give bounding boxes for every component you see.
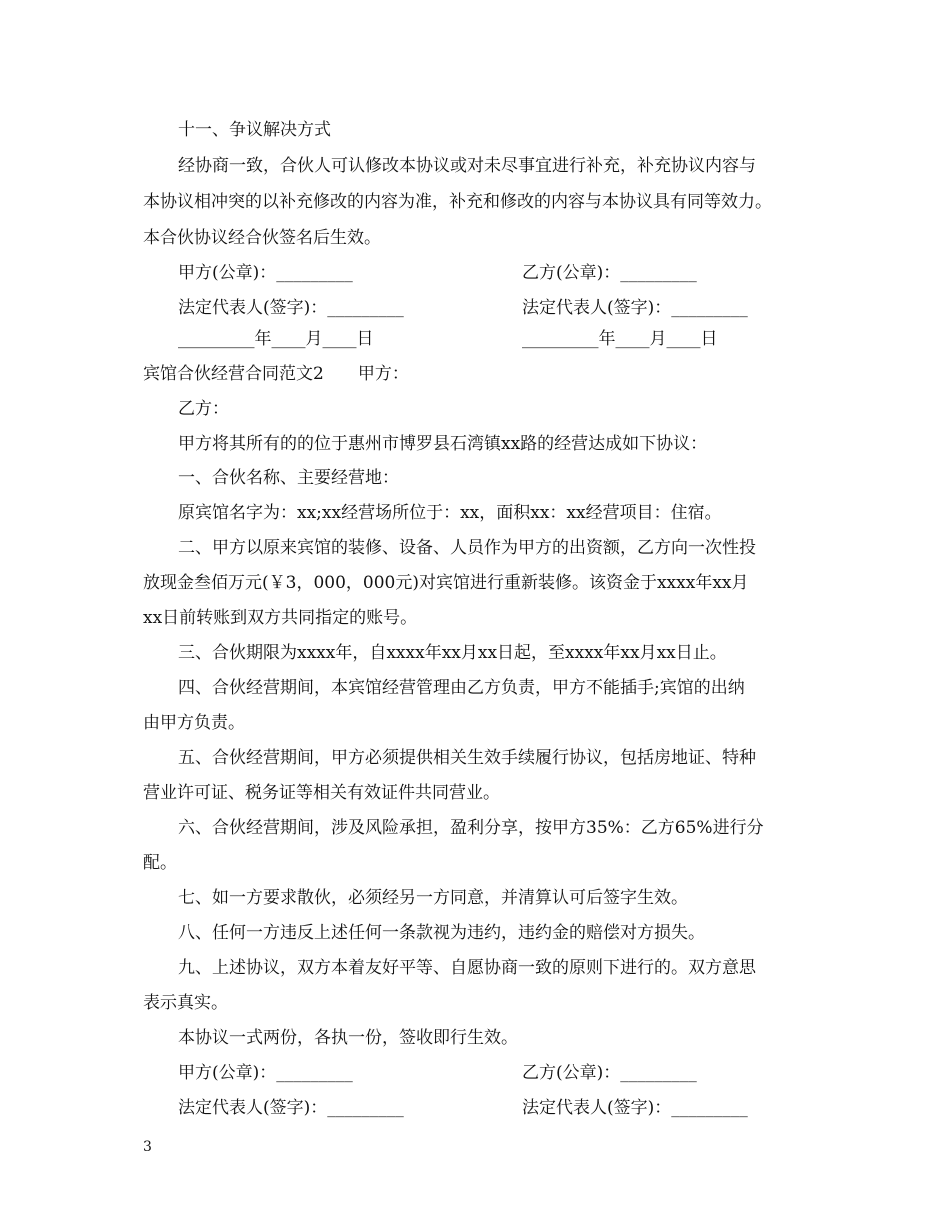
clause-6-line: 六、合伙经营期间，涉及风险承担，盈利分享，按甲方35%：乙方65%进行分 bbox=[178, 818, 764, 838]
party-b-date-field: _________年____月____日 bbox=[522, 329, 718, 349]
page-number: 3 bbox=[143, 1139, 152, 1155]
clause-2-line: xx日前转账到双方共同指定的账号。 bbox=[143, 608, 418, 628]
party-a-seal-field: 甲方(公章)：_________ bbox=[178, 263, 353, 283]
clause-6-line: 配。 bbox=[143, 853, 177, 873]
party-a-representative-field: 法定代表人(签字)：_________ bbox=[178, 1098, 404, 1118]
clause-3-line: 三、合伙期限为xxxx年，自xxxx年xx月xx日起，至xxxx年xx月xx日止。 bbox=[178, 643, 727, 663]
paragraph-line: 本协议一式两份，各执一份，签收即行生效。 bbox=[178, 1028, 518, 1048]
clause-8-line: 八、任何一方违反上述任何一条款视为违约，违约金的赔偿对方损失。 bbox=[178, 923, 705, 943]
clause-9-line: 九、上述协议，双方本着友好平等、自愿协商一致的原则下进行的。双方意思 bbox=[178, 958, 756, 978]
clause-7-line: 七、如一方要求散伙，必须经另一方同意，并清算认可后签字生效。 bbox=[178, 888, 688, 908]
party-a-date-field: _________年____月____日 bbox=[178, 329, 374, 349]
paragraph-line: 本协议相冲突的以补充修改的内容为准，补充和修改的内容与本协议具有同等效力。 bbox=[143, 192, 772, 212]
paragraph-line: 经协商一致，合伙人可认修改本协议或对未尽事宜进行补充，补充协议内容与 bbox=[178, 156, 756, 176]
paragraph-line: 原宾馆名字为：xx;xx经营场所位于：xx，面积xx：xx经营项目：住宿。 bbox=[178, 503, 722, 523]
party-b-label: 乙方： bbox=[178, 399, 229, 419]
party-b-seal-field: 乙方(公章)：_________ bbox=[522, 263, 697, 283]
section-heading-1: 一、合伙名称、主要经营地： bbox=[178, 468, 399, 488]
party-a-representative-field: 法定代表人(签字)：_________ bbox=[178, 298, 404, 318]
clause-5-line: 五、合伙经营期间，甲方必须提供相关生效手续履行协议，包括房地证、特种 bbox=[178, 748, 756, 768]
party-a-seal-field: 甲方(公章)：_________ bbox=[178, 1063, 353, 1083]
section-heading-dispute: 十一、争议解决方式 bbox=[178, 120, 331, 140]
clause-5-line: 营业许可证、税务证等相关有效证件共同营业。 bbox=[143, 783, 500, 803]
paragraph-line: 本合伙协议经合伙签名后生效。 bbox=[143, 228, 381, 248]
paragraph-line: 甲方将其所有的的位于惠州市博罗县石湾镇xx路的经营达成如下协议： bbox=[178, 434, 708, 454]
party-b-representative-field: 法定代表人(签字)：_________ bbox=[522, 1098, 748, 1118]
clause-2-line: 二、甲方以原来宾馆的装修、设备、人员作为甲方的出资额，乙方向一次性投 bbox=[178, 538, 756, 558]
party-b-representative-field: 法定代表人(签字)：_________ bbox=[522, 298, 748, 318]
clause-4-line: 由甲方负责。 bbox=[143, 713, 245, 733]
contract-title-line: 宾馆合伙经营合同范文2 甲方： bbox=[143, 364, 409, 384]
clause-2-line: 放现金叁佰万元(￥3，000，000元)对宾馆进行重新装修。该资金于xxxx年xx月 bbox=[143, 573, 749, 593]
clause-4-line: 四、合伙经营期间，本宾馆经营管理由乙方负责，甲方不能插手;宾馆的出纳 bbox=[178, 678, 745, 698]
clause-9-line: 表示真实。 bbox=[143, 993, 228, 1013]
party-b-seal-field: 乙方(公章)：_________ bbox=[522, 1063, 697, 1083]
